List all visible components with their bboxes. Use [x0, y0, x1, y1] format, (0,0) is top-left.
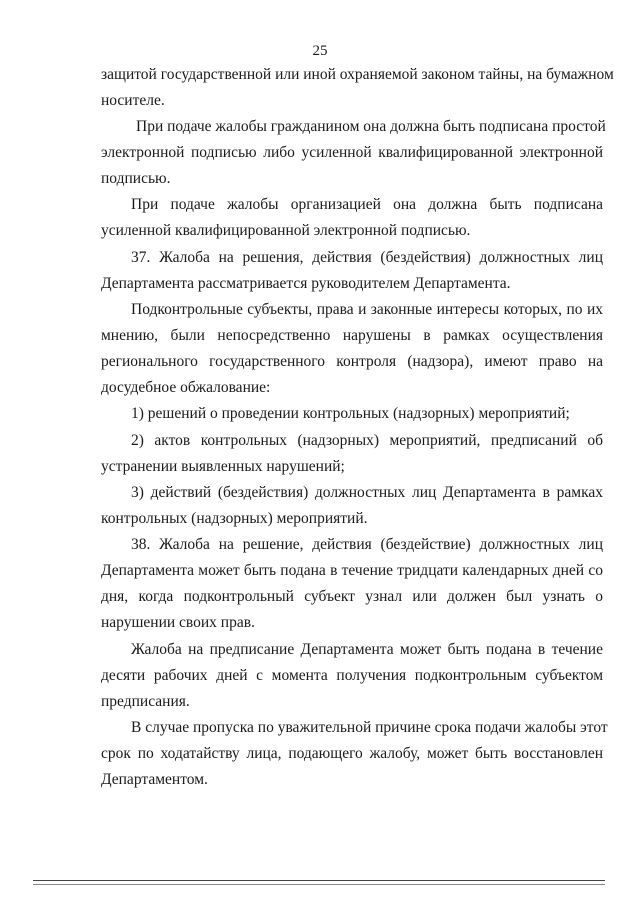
text-line: срок по ходатайству лица, подающего жалобу, может быть восстановлен — [101, 745, 603, 762]
text-line: электронной подписью либо усиленной квалифицированной электронной — [101, 144, 603, 161]
list-item: 1) решений о проведении контрольных (надзорных) мероприятий; — [131, 405, 570, 422]
text-line: устранении выявленных нарушений; — [101, 458, 345, 475]
paragraph-first-line: Подконтрольные субъекты, права и законные интересы которых, по их — [131, 301, 603, 318]
text-line: контрольных (надзорных) мероприятий. — [101, 510, 368, 527]
text-line: предписания. — [101, 693, 190, 710]
paragraph-first-line: При подаче жалобы гражданином она должна быть подписана простой — [136, 118, 606, 135]
text-line: подписью. — [101, 170, 171, 187]
text-line: Департамента рассматривается руководителем Департамента. — [101, 275, 511, 292]
text-line: Департаментом. — [101, 771, 208, 788]
bottom-rule — [33, 884, 605, 885]
text-line: защитой государственной или иной охраняемой законом тайны, на бумажном — [101, 66, 614, 83]
bottom-rule — [33, 880, 605, 881]
text-line: мнению, были непосредственно нарушены в рамках осуществления — [101, 327, 603, 344]
page-number: 25 — [312, 43, 328, 59]
list-item: 2) актов контрольных (надзорных) мероприятий, предписаний об — [131, 432, 603, 449]
text-line: досудебное обжалование: — [101, 379, 271, 396]
paragraph-first-line: Жалоба на предписание Департамента может быть подана в течение — [131, 641, 603, 658]
text-line: десяти рабочих дней с момента получения подконтрольным субъектом — [101, 667, 603, 684]
paragraph-first-line: При подаче жалобы организацией она должна быть подписана — [131, 196, 603, 213]
text-line: нарушении своих прав. — [101, 614, 255, 631]
text-line: регионального государственного контроля (надзора), имеют право на — [101, 353, 603, 370]
paragraph-first-line: 37. Жалоба на решения, действия (бездействия) должностных лиц — [131, 249, 603, 266]
paragraph-first-line: В случае пропуска по уважительной причине срока подачи жалобы этот — [131, 719, 608, 736]
text-line: носителе. — [101, 92, 165, 109]
text-line: усиленной квалифицированной электронной подписью. — [101, 222, 471, 239]
text-line: дня, когда подконтрольный субъект узнал или должен был узнать о — [101, 588, 603, 605]
text-line: Департамента может быть подана в течение тридцати календарных дней со — [101, 562, 603, 579]
list-item: 3) действий (бездействия) должностных лиц Департамента в рамках — [131, 484, 603, 501]
paragraph-first-line: 38. Жалоба на решение, действия (бездействие) должностных лиц — [131, 536, 603, 553]
